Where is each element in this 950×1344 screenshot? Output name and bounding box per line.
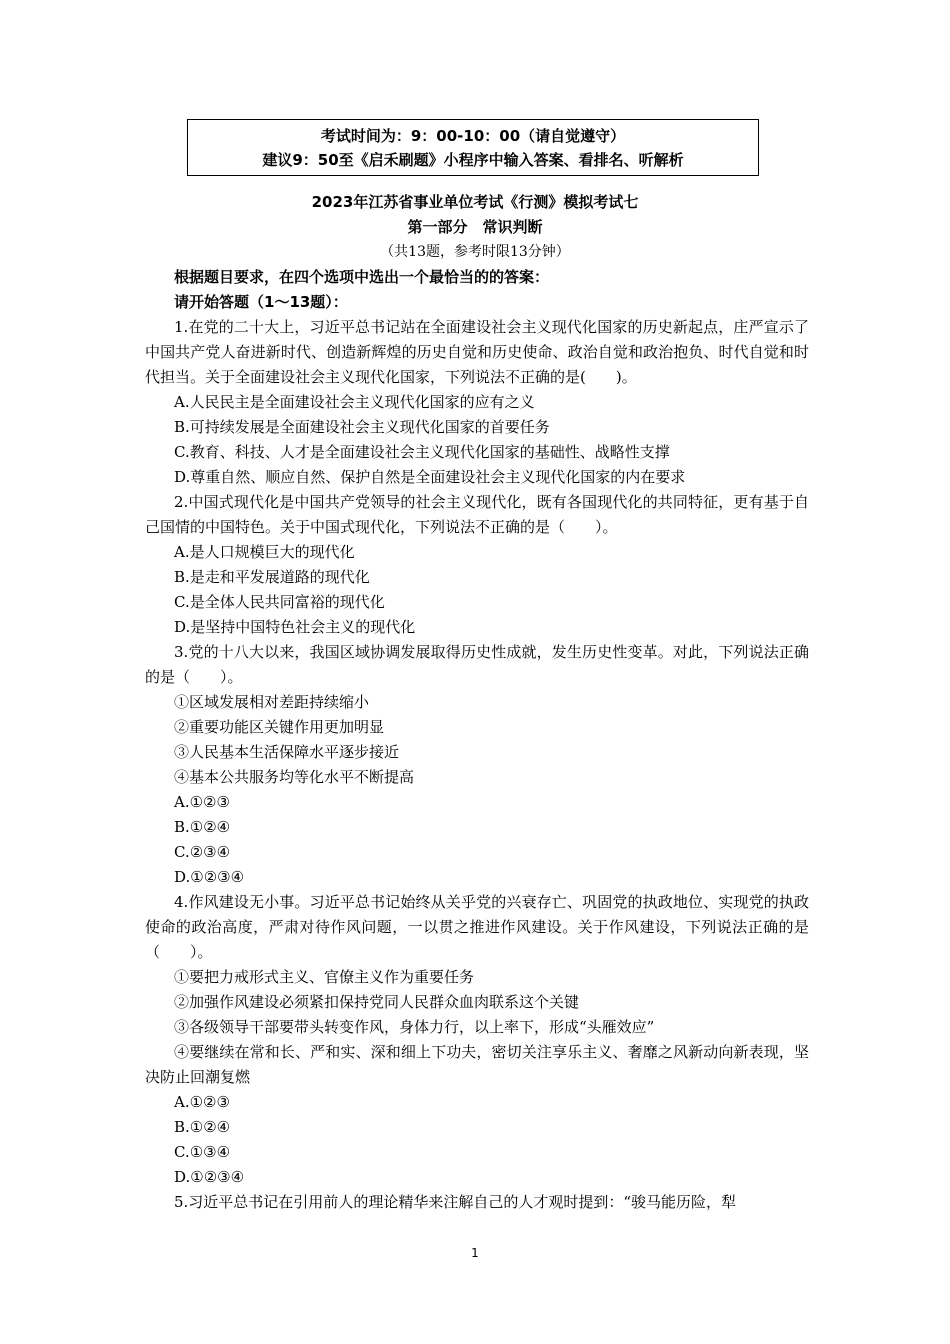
answer-option: C.①③④: [174, 1143, 231, 1161]
section-note: （共13题，参考时限13分钟）: [380, 244, 570, 260]
statement-item: ①区域发展相对差距持续缩小: [174, 693, 370, 711]
answer-option: B.可持续发展是全面建设社会主义现代化国家的首要任务: [174, 418, 550, 436]
question-stem: 1.在党的二十大上，习近平总书记站在全面建设社会主义现代化国家的历史新起点，庄严宣示了中国共产党人奋进新时代、创造新辉煌的历史自觉和历史使命、政治自觉和政治抱负、时代自觉和时代担当。关于全面建设社会主义现代化国家，下列说法不正确的是( )。: [145, 318, 809, 386]
question-block: [145, 1190, 809, 1215]
page-number: 1: [471, 1246, 479, 1260]
answer-option: A.是人口规模巨大的现代化: [174, 543, 355, 561]
question-stem: 2.中国式现代化是中国共产党领导的社会主义现代化，既有各国现代化的共同特征，更有基于自己国情的中国特色。关于中国式现代化，下列说法不正确的是（ ）。: [145, 493, 809, 536]
answer-option: B.①②④: [174, 1118, 231, 1136]
section-title: 第一部分 常识判断: [407, 218, 543, 236]
statement-item: ④要继续在常和长、严和实、深和细上下功夫，密切关注享乐主义、奢靡之风新动向新表现，坚决防止回潮复燃: [145, 1043, 809, 1086]
answer-option: B.是走和平发展道路的现代化: [174, 568, 370, 586]
exam-time-line: 考试时间为：9：00-10：00（请自觉遵守）: [320, 127, 626, 145]
answer-option: D.①②③④: [174, 868, 245, 886]
question-stem: 5.习近平总书记在引用前人的理论精华来注解自己的人才观时提到：“骏马能历险，犁: [174, 1193, 736, 1211]
answer-option: A.①②③: [174, 793, 230, 811]
answer-option: D.是坚持中国特色社会主义的现代化: [174, 618, 416, 636]
answer-option: B.①②④: [174, 818, 231, 836]
statement-item: ③各级领导干部要带头转变作风，身体力行，以上率下，形成“头雁效应”: [174, 1018, 655, 1036]
statement-item: ④基本公共服务均等化水平不断提高: [174, 768, 415, 786]
exam-title: 2023年江苏省事业单位考试《行测》模拟考试七: [311, 193, 639, 211]
question-block: [145, 640, 809, 890]
answer-option: D.尊重自然、顺应自然、保护自然是全面建设社会主义现代化国家的内在要求: [174, 468, 686, 486]
statement-item: ②加强作风建设必须紧扣保持党同人民群众血肉联系这个关键: [174, 993, 580, 1011]
statement-item: ①要把力戒形式主义、官僚主义作为重要任务: [174, 968, 475, 986]
start-prompt: 请开始答题（1～13题）：: [174, 293, 348, 311]
answer-option: C.教育、科技、人才是全面建设社会主义现代化国家的基础性、战略性支撑: [174, 443, 670, 461]
question-stem: 3.党的十八大以来，我国区域协调发展取得历史性成就，发生历史性变革。对此，下列说法正确的是（ ）。: [145, 643, 809, 686]
answer-option: A.①②③: [174, 1093, 230, 1111]
statement-item: ②重要功能区关键作用更加明显: [174, 718, 385, 736]
question-block: [145, 490, 809, 640]
question-block: [145, 315, 809, 490]
app-suggestion-line: 建议9：50至《启禾刷题》小程序中输入答案、看排名、听解析: [262, 151, 684, 169]
question-stem: 4.作风建设无小事。习近平总书记始终从关乎党的兴衰存亡、巩固党的执政地位、实现党的执政使命的政治高度，严肃对待作风问题，一以贯之推进作风建设。关于作风建设，下列说法正确的是（ ）。: [145, 893, 809, 961]
answer-option: D.①②③④: [174, 1168, 245, 1186]
exam-time-notice-box: [187, 119, 759, 176]
answer-option: C.②③④: [174, 843, 231, 861]
answer-option: C.是全体人民共同富裕的现代化: [174, 593, 385, 611]
statement-item: ③人民基本生活保障水平逐步接近: [174, 743, 400, 761]
question-list: [145, 315, 809, 1215]
question-block: [145, 890, 809, 1190]
instruction-text: 根据题目要求，在四个选项中选出一个最恰当的的答案：: [174, 268, 550, 286]
answer-option: A.人民民主是全面建设社会主义现代化国家的应有之义: [174, 393, 535, 411]
